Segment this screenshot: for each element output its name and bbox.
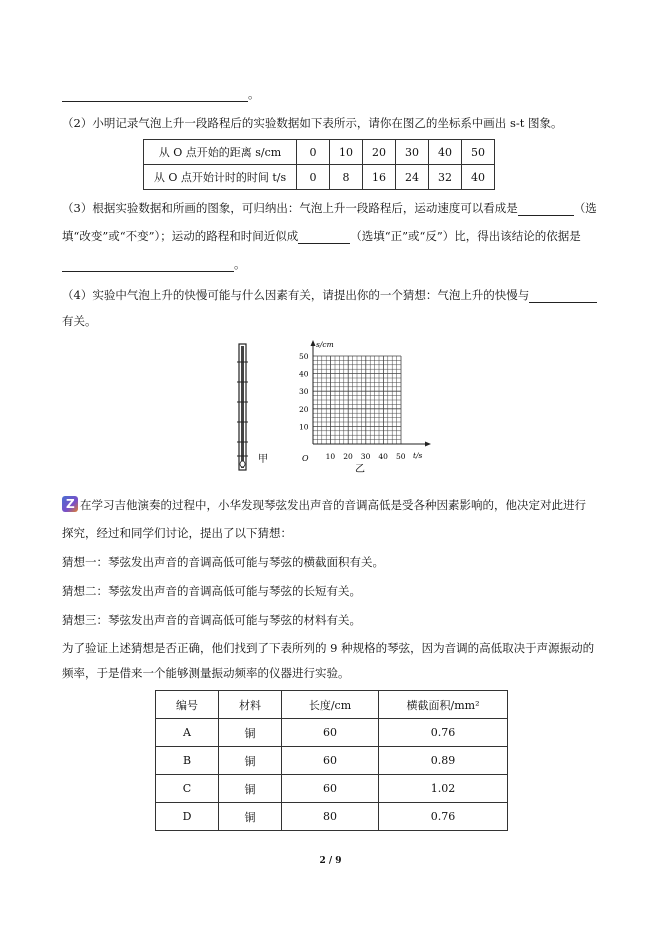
data-table-s-t xyxy=(143,139,495,190)
x-tick-label: 10 xyxy=(325,452,336,461)
graph-grid xyxy=(313,356,401,444)
q3-line2: 填“改变”或“不变”）；运动的路程和时间近似成 （选填“正”或“反”）比，得出该结论的依据是 xyxy=(62,229,581,243)
x-tick-labels xyxy=(326,452,406,461)
q3-line3: 。 xyxy=(62,256,246,272)
graph-label: 乙 xyxy=(355,464,365,475)
p2-intro1: Z 在学习吉他演奏的过程中，小华发现琴弦发出声音的音调高低是受各种因素影响的，他决定对此进行 xyxy=(62,496,586,513)
x-axis-label: t/s xyxy=(413,451,423,460)
table-row: 从 O 点开始的距离 s/cm 0 10 20 30 40 50 xyxy=(144,140,495,165)
y-tick-label: 50 xyxy=(299,352,309,361)
verify-line2: 频率，于是借来一个能够测量振动频率的仪器进行实验。 xyxy=(62,666,350,680)
y-tick-label: 20 xyxy=(299,404,309,414)
figure-tube-and-graph xyxy=(225,336,435,476)
y-tick-label: 30 xyxy=(299,387,309,397)
y-tick-labels xyxy=(299,352,309,431)
q3-line1: （3）根据实验数据和所画的图象，可归纳出：气泡上升一段路程后，运动速度可以看成是 （选 xyxy=(62,201,597,215)
table-row: B 铜 60 0.89 xyxy=(156,747,508,775)
x-tick-label: 20 xyxy=(343,452,353,461)
string-spec-table xyxy=(155,690,508,831)
origin-label: O xyxy=(302,454,309,463)
x-tick-label: 40 xyxy=(378,452,388,461)
y-tick-label: 10 xyxy=(299,422,309,432)
answer-blank[interactable] xyxy=(518,203,574,216)
table-row: D 铜 80 0.76 xyxy=(156,803,508,831)
question-number-icon: Z xyxy=(62,496,78,512)
p2-intro2: 探究，经过和同学们讨论，提出了以下猜想： xyxy=(62,526,292,540)
x-axis-arrow xyxy=(425,442,431,447)
table-row: C 铜 60 1.02 xyxy=(156,775,508,803)
q4-line2: 有关。 xyxy=(62,314,97,328)
y-axis-arrow xyxy=(311,340,316,346)
page-number: 2 / 9 xyxy=(319,856,342,866)
table-header-row: 编号 材料 长度/cm 横截面积/mm² xyxy=(156,691,508,719)
answer-blank[interactable] xyxy=(62,89,248,102)
glass-tube xyxy=(237,344,248,470)
x-tick-label: 50 xyxy=(396,452,406,461)
y-axis-label: s/cm xyxy=(316,340,334,349)
x-tick-label: 30 xyxy=(360,452,371,461)
answer-line-top: 。 xyxy=(62,86,260,102)
q4-line1: （4）实验中气泡上升的快慢可能与什么因素有关，请提出你的一个猜想：气泡上升的快慢与 xyxy=(62,287,597,303)
guess-3: 猜想三：琴弦发出声音的音调高低可能与琴弦的材料有关。 xyxy=(62,613,361,627)
answer-blank[interactable] xyxy=(62,259,234,272)
row-label-time: 从 O 点开始计时的时间 t/s xyxy=(144,165,297,190)
table-row: 从 O 点开始计时的时间 t/s 0 8 16 24 32 40 xyxy=(144,165,495,190)
q2-text: （2）小明记录气泡上升一段路程后的实验数据如下表所示，请你在图乙的坐标系中画出 s-t 图象。 xyxy=(62,116,563,130)
table-row: A 铜 60 0.76 xyxy=(156,719,508,747)
answer-blank[interactable] xyxy=(529,290,597,303)
tube-label: 甲 xyxy=(258,454,268,465)
answer-blank[interactable] xyxy=(298,231,350,244)
verify-line1: 为了验证上述猜想是否正确，他们找到了下表所列的 9 种规格的琴弦，因为音调的高低取决于声源振动的 xyxy=(62,641,595,655)
y-tick-label: 40 xyxy=(299,369,309,379)
row-label-distance: 从 O 点开始的距离 s/cm xyxy=(144,140,297,165)
guess-1: 猜想一：琴弦发出声音的音调高低可能与琴弦的横截面积有关。 xyxy=(62,555,384,569)
guess-2: 猜想二：琴弦发出声音的音调高低可能与琴弦的长短有关。 xyxy=(62,584,361,598)
bubble xyxy=(240,461,245,467)
